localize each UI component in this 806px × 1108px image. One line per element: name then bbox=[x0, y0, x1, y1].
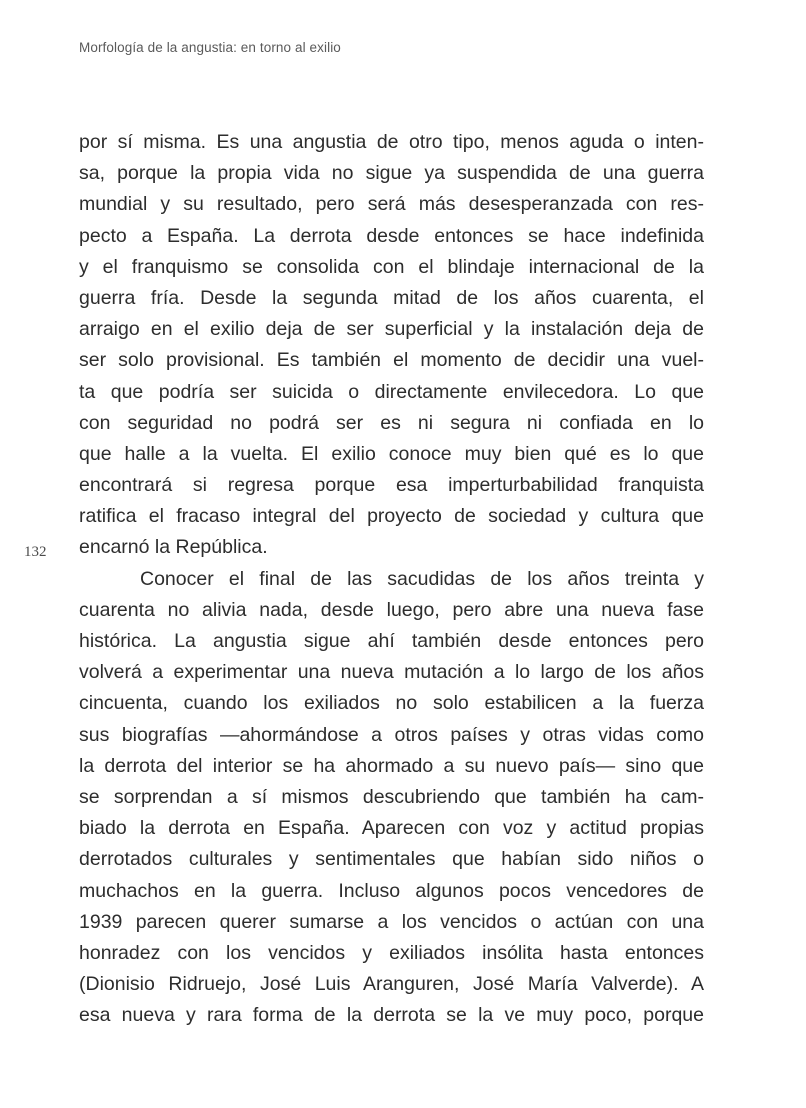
text-line: histórica. La angustia sigue ahí también desde entonces pero bbox=[79, 630, 704, 652]
text-line: muchachos en la guerra. Incluso algunos pocos vencedores de bbox=[79, 879, 704, 902]
paragraph-end-line: encarnó la República. bbox=[79, 536, 268, 559]
text-line: por sí misma. Es una angustia de otro tipo, menos aguda o inten- bbox=[79, 131, 704, 153]
running-header: Morfología de la angustia: en torno al exilio bbox=[79, 40, 341, 55]
text-line: biado la derrota en España. Aparecen con voz y actitud propias bbox=[79, 817, 704, 840]
text-line: y el franquismo se consolida con el blindaje internacional de la bbox=[79, 255, 704, 278]
text-line: que halle a la vuelta. El exilio conoce muy bien qué es lo que bbox=[79, 442, 704, 465]
text-line: honradez con los vencidos y exiliados insólita hasta entonces bbox=[79, 941, 704, 964]
text-line: pecto a España. La derrota desde entonces se hace indefinida bbox=[79, 224, 704, 247]
text-line: cincuenta, cuando los exiliados no solo estabilicen a la fuerza bbox=[79, 692, 704, 715]
text-line: ser solo provisional. Es también el momento de decidir una vuel- bbox=[79, 349, 704, 372]
page-number: 132 bbox=[24, 544, 47, 560]
text-line: guerra fría. Desde la segunda mitad de los años cuarenta, el bbox=[79, 286, 704, 309]
text-line: sa, porque la propia vida no sigue ya suspendida de una guerra bbox=[79, 162, 704, 185]
text-line: encontrará si regresa porque esa imperturbabilidad franquista bbox=[79, 474, 704, 497]
text-line: sus biografías —ahormándose a otros países y otras vidas como bbox=[79, 723, 704, 746]
paragraph-first-line: Conocer el final de las sacudidas de los años treinta y bbox=[140, 567, 704, 590]
text-line: arraigo en el exilio deja de ser superficial y la instalación deja de bbox=[79, 318, 704, 341]
text-line: volverá a experimentar una nueva mutación a lo largo de los años bbox=[79, 661, 704, 684]
body-text bbox=[79, 127, 704, 1031]
text-line: ratifica el fracaso integral del proyecto de sociedad y cultura que bbox=[79, 505, 704, 528]
text-line: se sorprendan a sí mismos descubriendo que también ha cam- bbox=[79, 785, 704, 808]
text-line: (Dionisio Ridruejo, José Luis Aranguren, José María Valverde). A bbox=[79, 973, 704, 996]
text-line: cuarenta no alivia nada, desde luego, pero abre una nueva fase bbox=[79, 598, 704, 621]
text-line: ta que podría ser suicida o directamente envilecedora. Lo que bbox=[79, 380, 704, 403]
text-line: mundial y su resultado, pero será más desesperanzada con res- bbox=[79, 193, 704, 216]
text-line: la derrota del interior se ha ahormado a su nuevo país— sino que bbox=[79, 754, 704, 777]
text-line: esa nueva y rara forma de la derrota se la ve muy poco, porque bbox=[79, 1004, 704, 1027]
text-line: con seguridad no podrá ser es ni segura ni confiada en lo bbox=[79, 411, 704, 434]
text-line: 1939 parecen querer sumarse a los vencidos o actúan con una bbox=[79, 910, 704, 933]
text-line: derrotados culturales y sentimentales que habían sido niños o bbox=[79, 848, 704, 871]
